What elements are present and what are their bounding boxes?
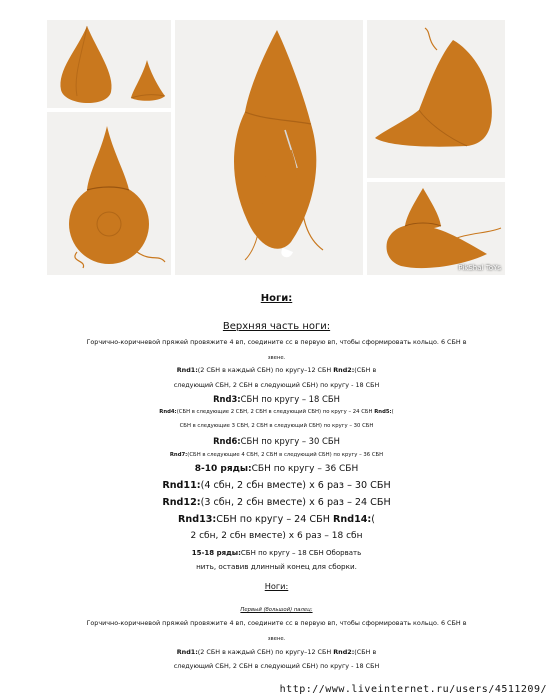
round-label: Rnd3:: [213, 394, 241, 404]
intro-text: Горчично-коричневой пряжей провяжите 4 вп, соедините сс в первую вп, чтобы сформировать кольцо. 6 СБН в: [86, 338, 467, 346]
photo-cone-on-foot-image: [367, 182, 505, 275]
round-label: Rnd1:: [176, 648, 198, 656]
rounds-8-10: [0, 465, 553, 474]
intro-text-2-end: звене.: [267, 636, 286, 642]
round-label: Rnd14:: [332, 514, 372, 525]
round-6: [0, 437, 553, 445]
round-13-14: [0, 515, 553, 525]
round-1-2b: [0, 649, 553, 655]
round-label: 8-10 ряды:: [194, 464, 252, 474]
round-label: Rnd1:: [176, 366, 198, 374]
photo-body-and-cone: [47, 20, 171, 108]
round-text: СБН по кругу – 24 СБН: [216, 514, 333, 525]
round-1-2: [0, 367, 553, 373]
photo-cone-on-ball-image: [47, 112, 171, 275]
round-text: (2 СБН в каждый СБН) по кругу–12 СБН: [197, 648, 334, 656]
round-text: (2 СБН в каждый СБН) по кругу–12 СБН: [197, 366, 334, 374]
round-14-cont: 2 сбн, 2 сбн вместе) х 6 раз – 18 сбн: [190, 531, 363, 541]
round-text: (: [371, 514, 376, 525]
photo-watermark: PikShal ToYs: [458, 264, 501, 272]
rounds-15-18: [0, 550, 553, 557]
photo-cone-on-ball: [47, 112, 171, 275]
intro-text-end: звене.: [267, 355, 286, 361]
round-7: [0, 453, 553, 458]
round-label: Rnd11:: [162, 480, 201, 491]
source-url[interactable]: http://www.liveinternet.ru/users/4511209/: [279, 684, 547, 695]
round-text: (3 сбн, 2 сбн вместе) х 6 раз – 24 СБН: [200, 497, 391, 508]
round-text: (4 сбн, 2 сбн вместе) х 6 раз – 30 СБН: [200, 480, 391, 491]
photo-collage: [47, 20, 505, 275]
intro-text-2: Горчично-коричневой пряжей провяжите 4 вп, соедините сс в первую вп, чтобы сформировать кольцо. 6 СБН в: [86, 619, 467, 627]
round-text: СБН по кругу – 18 СБН: [240, 394, 340, 404]
round-5-cont: СБН в следующие 3 СБН, 2 СБН в следующий СБН) по кругу – 30 СБН: [179, 423, 374, 429]
round-3: [0, 395, 553, 403]
round-12: [0, 498, 553, 508]
round-text: СБН по кругу – 30 СБН: [240, 436, 340, 446]
round-label: Rnd5:: [374, 409, 392, 415]
round-label: Rnd6:: [213, 436, 241, 446]
round-label: Rnd13:: [177, 514, 217, 525]
round-text: (СБН в: [354, 648, 377, 656]
round-label: Rnd7:: [169, 452, 188, 458]
photo-body-and-cone-image: [47, 20, 171, 108]
round-text: (СБН в следующие 4 СБН, 2 СБН в следующий СБН) по кругу – 36 СБН: [187, 452, 384, 458]
round-text: СБН по кругу – 36 СБН: [251, 464, 359, 474]
subtitle-big-toe: Первый (большой) палец:: [240, 607, 313, 613]
section-title-legs: Ноги:: [260, 293, 293, 304]
round-2b-cont: следующий СБН, 2 СБН в следующий СБН) по кругу - 18 СБН: [173, 662, 380, 670]
photo-cone-on-foot: [367, 182, 505, 275]
round-text: (СБН в: [354, 366, 377, 374]
round-11: [0, 481, 553, 491]
rounds-15-18-cont: нить, оставив длинный конец для сборки.: [196, 562, 357, 571]
photo-cone-sewing: [175, 20, 363, 275]
subtitle-upper-leg: Верхняя часть ноги:: [222, 321, 331, 332]
round-label: 15-18 ряды:: [191, 549, 241, 557]
round-label: Rnd2:: [333, 648, 355, 656]
round-label: Rnd2:: [333, 366, 355, 374]
round-label: Rnd4:: [159, 409, 177, 415]
photo-cone-sewing-image: [175, 20, 363, 275]
photo-foot-shape-image: [367, 20, 505, 178]
round-text: (СБН в следующие 2 СБН, 2 СБН в следующий СБН) по кругу – 24 СБН: [176, 409, 375, 415]
photo-foot-shape: [367, 20, 505, 178]
round-text: (: [391, 409, 394, 415]
round-2-cont: следующий СБН, 2 СБН в следующий СБН) по кругу - 18 СБН: [173, 381, 380, 389]
section-title-legs-2: Ноги:: [264, 581, 289, 591]
round-4-5: [0, 410, 553, 415]
round-text: СБН по кругу – 18 СБН Оборвать: [240, 549, 362, 557]
round-label: Rnd12:: [162, 497, 201, 508]
